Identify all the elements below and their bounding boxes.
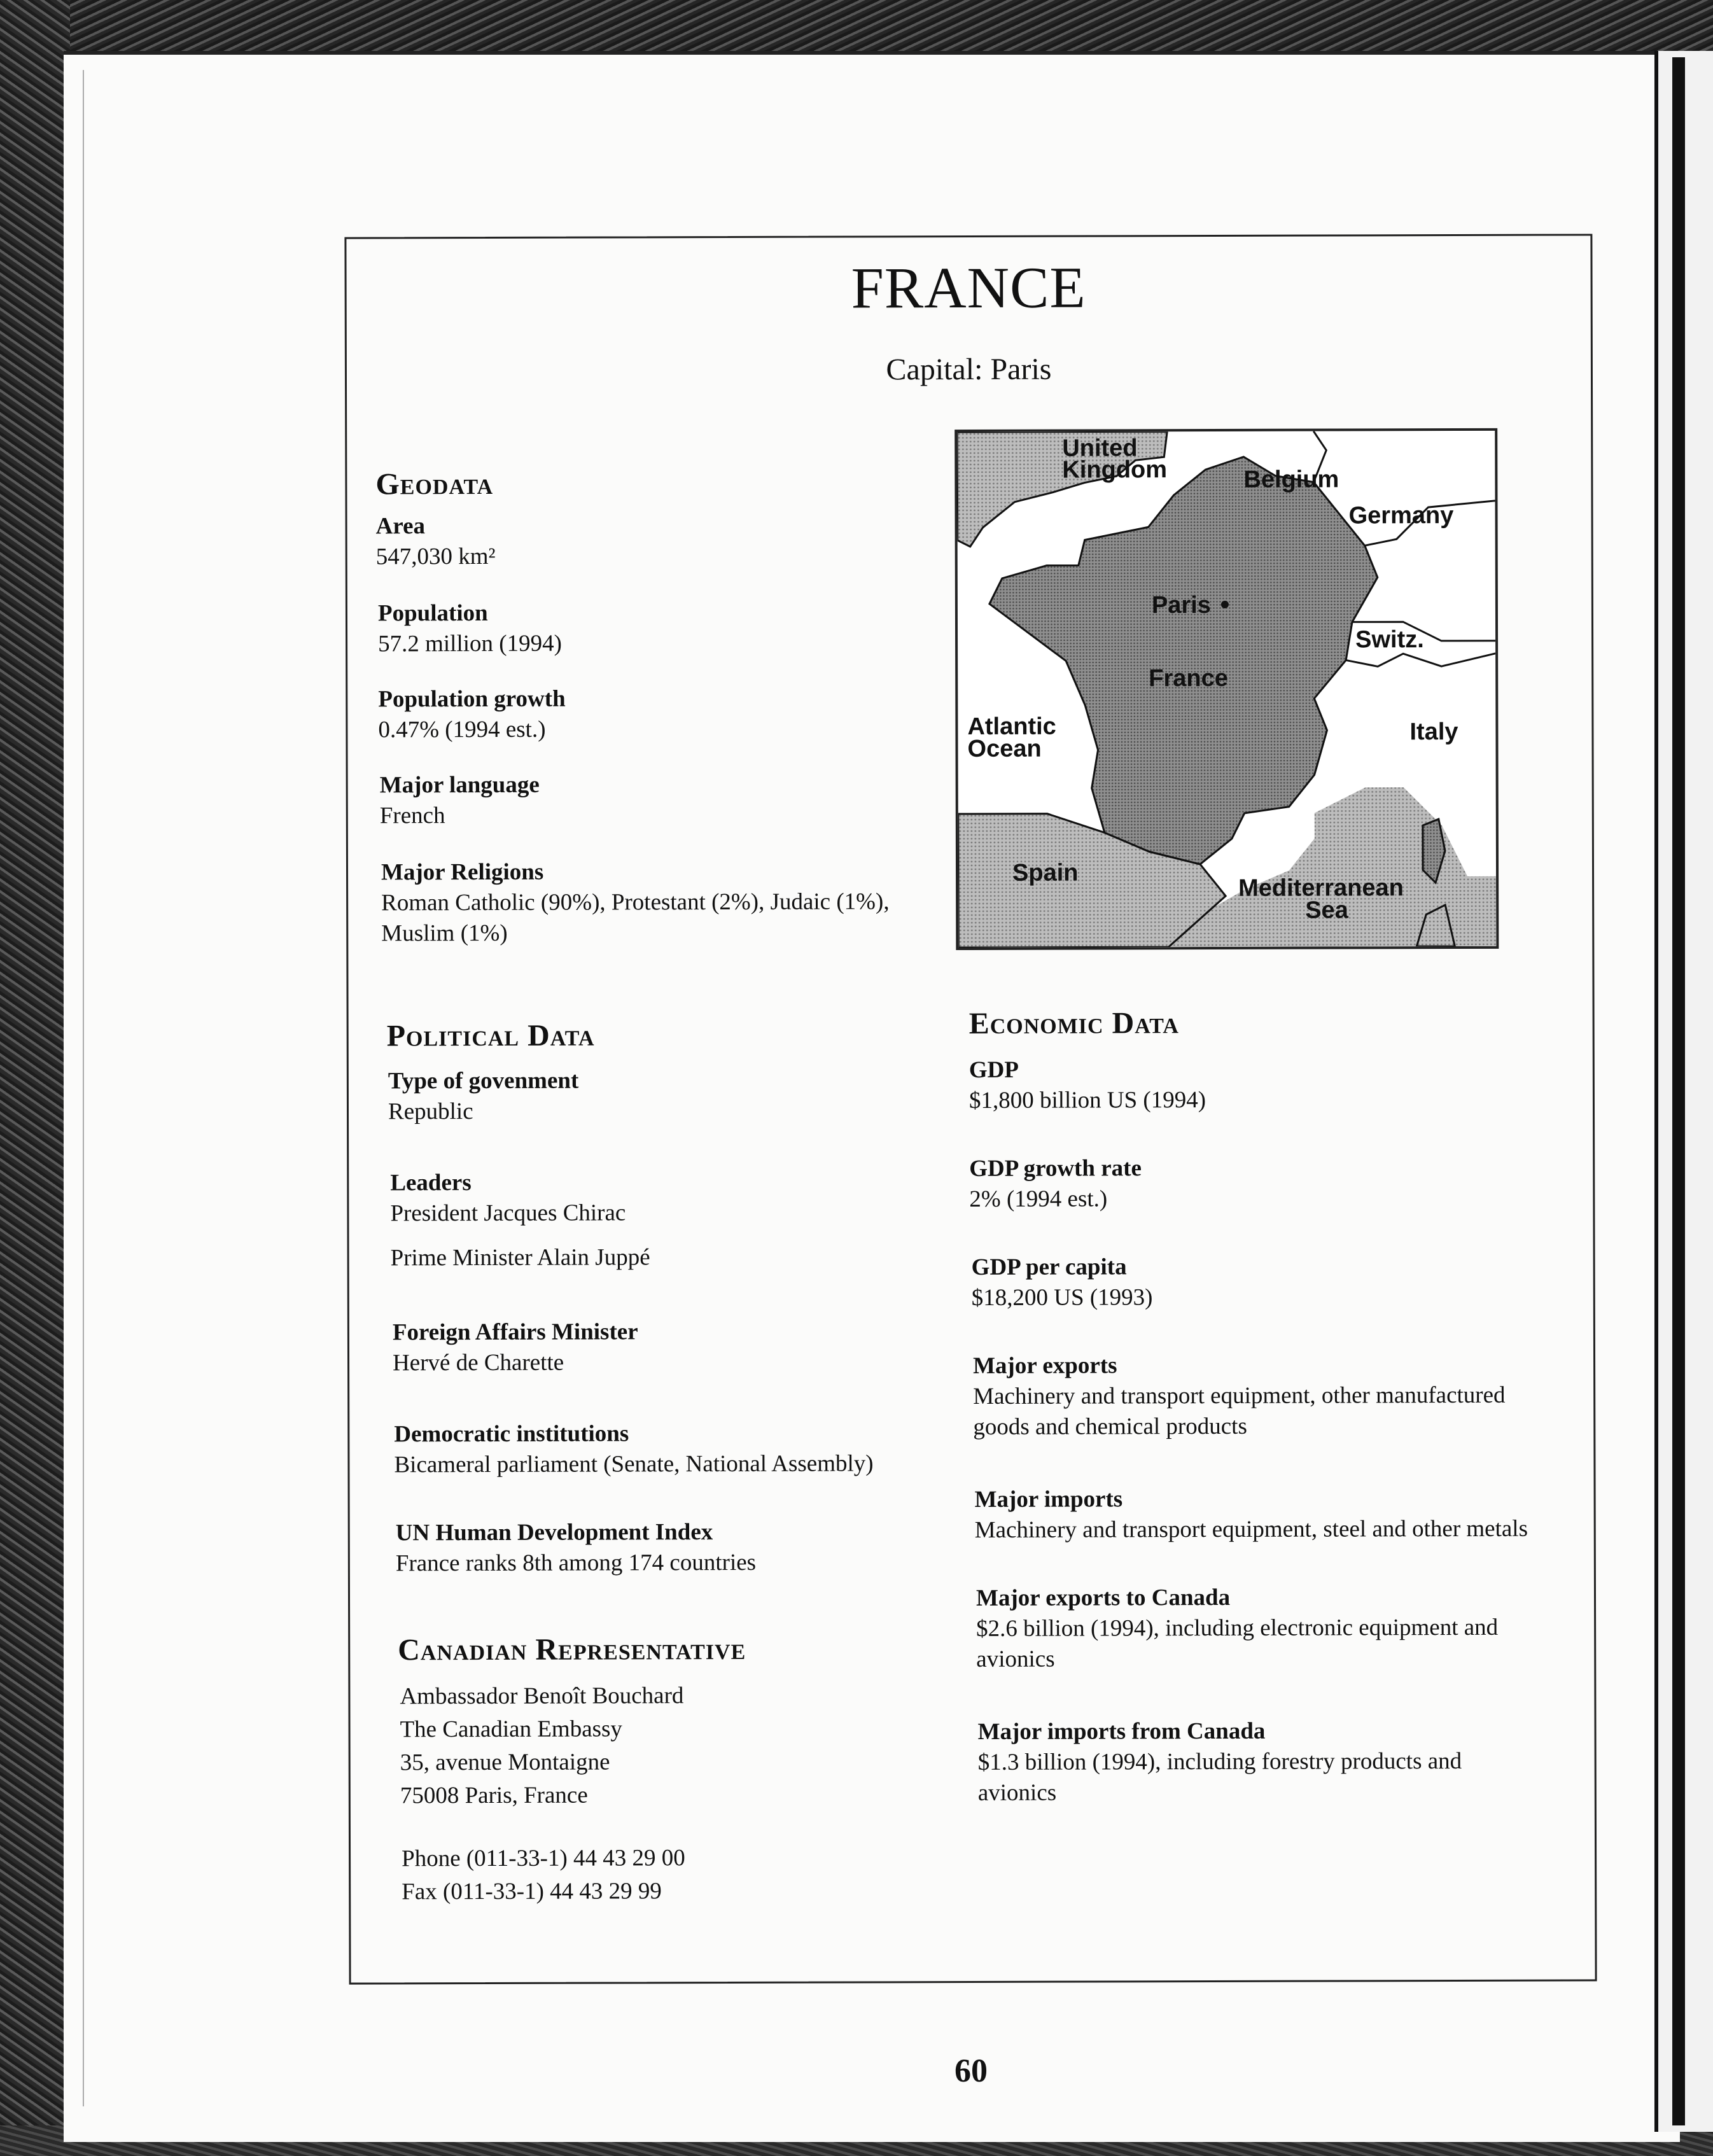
map-label-uk-2: Kingdom: [1062, 456, 1168, 484]
address-line-4: 75008 Paris, France: [400, 1782, 588, 1809]
economic-major-imports: [975, 1483, 1573, 1546]
map-label-atlantic-2: Ocean: [967, 735, 1042, 763]
canadian-address: [400, 1679, 960, 1812]
population-label: Population: [377, 599, 488, 627]
leaders-prime-minister: Prime Minister Alain Juppé: [390, 1244, 650, 1271]
religions-value: Roman Catholic (90%), Protestant (2%), Judaic (1%), Muslim (1%): [381, 888, 890, 947]
france-map: [954, 428, 1499, 950]
geodata-religions: [381, 856, 941, 949]
geodata-heading: Geodata: [375, 466, 494, 501]
economic-exports-to-canada: [976, 1582, 1536, 1675]
map-label-belgium: Belgium: [1243, 466, 1339, 493]
major-exports-value: Machinery and transport equipment, other manufactured goods and chemical products: [973, 1382, 1506, 1440]
religions-label: Major Religions: [381, 858, 544, 886]
economic-imports-from-canada: [978, 1716, 1525, 1809]
gdp-growth-label: GDP growth rate: [969, 1155, 1142, 1182]
economic-gdp-growth: [969, 1152, 1555, 1215]
economic-heading: Economic Data: [968, 1006, 1180, 1041]
population-growth-label: Population growth: [378, 685, 566, 713]
language-value: French: [379, 802, 445, 829]
address-line-2: The Canadian Embassy: [400, 1716, 622, 1743]
exports-to-canada-label: Major exports to Canada: [975, 1584, 1231, 1611]
map-label-italy: Italy: [1409, 718, 1458, 746]
gdp-per-capita-value: $18,200 US (1993): [971, 1284, 1153, 1311]
leaders-president: President Jacques Chirac: [390, 1200, 626, 1227]
geodata-population-growth: [378, 683, 919, 745]
address-line-1: Ambassador Benoît Bouchard: [400, 1683, 684, 1710]
country-profile-box: [344, 234, 1597, 1984]
page-number: 60: [954, 2053, 988, 2089]
map-label-med-1: Mediterranean: [1238, 874, 1404, 902]
political-foreign-minister: [393, 1316, 953, 1378]
language-label: Major language: [379, 771, 540, 799]
area-value: 547,030 km²: [375, 543, 496, 570]
capital-line: Capital: Paris: [886, 352, 1052, 387]
geodata-language: [380, 769, 921, 831]
foreign-minister-label: Foreign Affairs Minister: [392, 1319, 638, 1346]
political-heading: Political Data: [386, 1018, 595, 1053]
democratic-value: Bicameral parliament (Senate, National Assembly): [394, 1450, 874, 1478]
page-margin-line: [83, 70, 84, 2106]
gdp-growth-value: 2% (1994 est.): [969, 1186, 1108, 1213]
political-leaders: [390, 1166, 950, 1273]
map-label-atlantic-1: Atlantic: [967, 713, 1056, 741]
economic-major-exports: [973, 1350, 1533, 1443]
fax-number: Fax (011-33-1) 44 43 29 99: [402, 1878, 662, 1905]
geodata-area: [376, 510, 917, 572]
hdi-label: UN Human Development Index: [395, 1519, 713, 1546]
economic-gdp-per-capita: [972, 1251, 1557, 1313]
population-value: 57.2 million (1994): [378, 630, 562, 657]
exports-to-canada-value: $2.6 billion (1994), including electronic equipment and avionics: [976, 1614, 1499, 1672]
imports-from-canada-value: $1.3 billion (1994), including forestry products and avionics: [977, 1747, 1462, 1806]
map-label-med-2: Sea: [1305, 897, 1348, 924]
political-hdi: [396, 1516, 968, 1579]
democratic-label: Democratic institutions: [394, 1420, 629, 1448]
map-label-germany: Germany: [1348, 502, 1454, 529]
political-government: [388, 1065, 948, 1127]
major-imports-label: Major imports: [974, 1486, 1123, 1513]
gdp-value: $1,800 billion US (1994): [968, 1087, 1206, 1114]
major-imports-value: Machinery and transport equipment, steel and other metals: [974, 1515, 1528, 1543]
scan-edge-left: [0, 0, 70, 2156]
major-exports-label: Major exports: [973, 1352, 1117, 1379]
government-label: Type of govenment: [388, 1067, 579, 1095]
map-svg: [957, 431, 1496, 948]
paris-dot: [1221, 601, 1229, 608]
france-shape: [989, 456, 1378, 865]
map-label-paris: Paris: [1151, 592, 1211, 619]
map-label-france: France: [1149, 664, 1228, 692]
political-democratic: [394, 1418, 967, 1480]
address-line-3: 35, avenue Montaigne: [400, 1749, 610, 1776]
area-label: Area: [375, 513, 426, 540]
geodata-population: [378, 597, 919, 659]
hdi-value: France ranks 8th among 174 countries: [395, 1549, 757, 1577]
map-label-uk-1: United: [1062, 435, 1138, 462]
gdp-per-capita-label: GDP per capita: [971, 1254, 1127, 1280]
foreign-minister-value: Hervé de Charette: [392, 1349, 564, 1376]
government-value: Republic: [388, 1098, 473, 1125]
map-label-spain: Spain: [1012, 859, 1079, 886]
canadian-heading: Canadian Representative: [398, 1632, 746, 1667]
imports-from-canada-label: Major imports from Canada: [977, 1718, 1266, 1745]
map-label-switz: Switz.: [1355, 626, 1424, 654]
canadian-contact: [402, 1841, 961, 1908]
book-binding: [1654, 51, 1713, 2132]
gdp-label: GDP: [968, 1056, 1019, 1084]
page-title: FRANCE: [851, 255, 1086, 321]
phone-number: Phone (011-33-1) 44 43 29 00: [402, 1845, 685, 1872]
economic-gdp: [969, 1054, 1555, 1116]
leaders-label: Leaders: [390, 1170, 472, 1196]
population-growth-value: 0.47% (1994 est.): [378, 716, 546, 743]
